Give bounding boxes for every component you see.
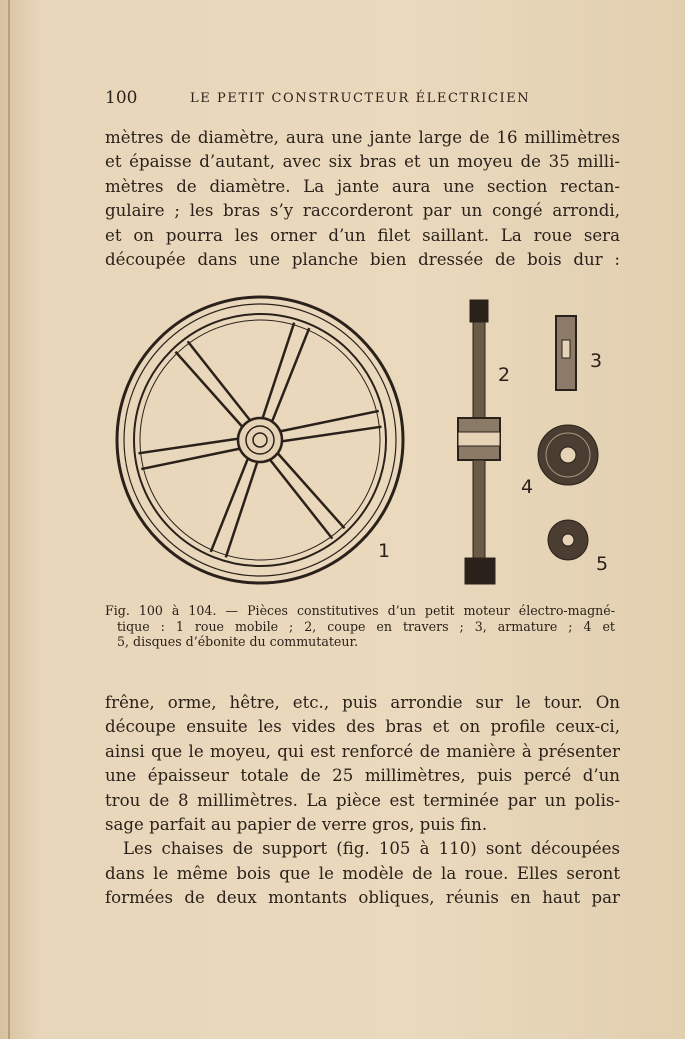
running-title: LE PETIT CONSTRUCTEUR ÉLECTRICIEN: [190, 91, 531, 106]
text-line: formées de deux montants obliques, réunis en haut par: [105, 888, 620, 908]
figure-label-1: 1: [378, 540, 391, 562]
text-line: une épaisseur totale de 25 millimètres, puis percé d’un: [105, 766, 620, 786]
armature-drawing: [556, 316, 576, 390]
figure-label-2: 2: [498, 364, 511, 386]
text-line: et on pourra les orner d’un filet saillant. La roue sera: [105, 225, 620, 245]
figure-label-3: 3: [590, 350, 603, 372]
figure-label-4: 4: [521, 476, 534, 498]
caption-line: 5, disques d’ébonite du commutateur.: [117, 634, 359, 649]
caption-line: Fig. 100 à 104. — Pièces constitutives d’un petit moteur électro-magné-: [105, 603, 615, 618]
caption-line: tique : 1 roue mobile ; 2, coupe en travers ; 3, armature ; 4 et: [117, 618, 615, 634]
page-number: 100: [105, 88, 138, 108]
wheel-drawing: [117, 297, 403, 583]
text-line: gulaire ; les bras s’y raccorderont par un congé arrondi,: [105, 201, 620, 221]
text-line: et épaisse d’autant, avec six bras et un moyeu de 35 milli-: [105, 152, 620, 172]
shaft-section-drawing: [458, 300, 500, 584]
figure-label-5: 5: [596, 553, 609, 575]
text-line: découpée dans une planche bien dressée de bois dur :: [105, 249, 620, 269]
ebonite-disc-large: [538, 425, 598, 485]
wheel-spoke: [269, 459, 332, 539]
text-line: découpe ensuite les vides des bras et on profile ceux-ci,: [105, 717, 620, 737]
bottom-paragraph: [105, 691, 620, 911]
text-line: sage parfait au papier de verre gros, puis fin.: [105, 814, 488, 834]
text-line: ainsi que le moyeu, qui est renforcé de manière à présenter: [105, 741, 620, 761]
text-line: mètres de diamètre. La jante aura une section rectan-: [105, 176, 620, 196]
wheel-spoke: [188, 341, 251, 421]
figure-caption: [105, 603, 615, 650]
text-line: trou de 8 millimètres. La pièce est terminée par un polis-: [105, 790, 620, 810]
wheel-spoke: [277, 452, 345, 528]
ebonite-disc-small: [548, 520, 588, 560]
text-line: frêne, orme, hêtre, etc., puis arrondie sur le tour. On: [105, 693, 620, 712]
text-line: Les chaises de support (fig. 105 à 110) sont découpées: [123, 839, 620, 859]
wheel-spoke: [175, 352, 243, 428]
text-line: mètres de diamètre, aura une jante large de 16 millimètres: [105, 128, 620, 147]
text-line: dans le même bois que le modèle de la roue. Elles seront: [105, 863, 620, 883]
